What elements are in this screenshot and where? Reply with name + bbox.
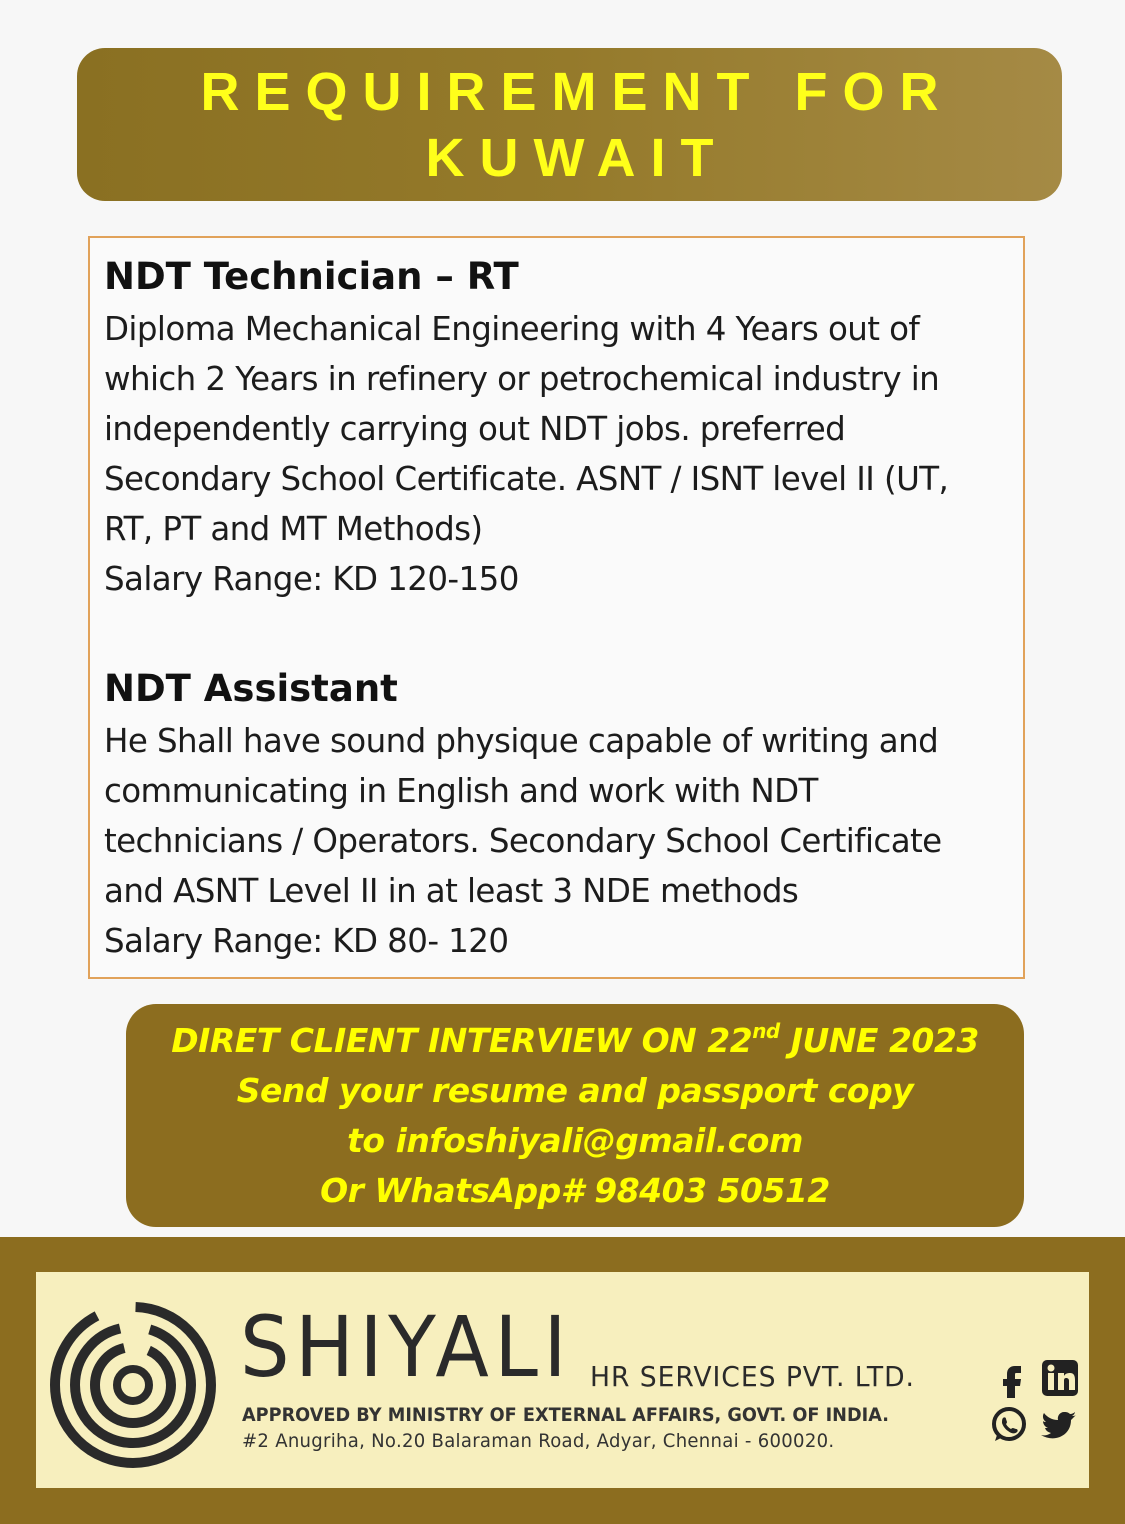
job-line: technicians / Operators. Secondary School Certificate xyxy=(104,822,942,860)
job-title-assistant: NDT Assistant xyxy=(104,667,398,710)
title-banner xyxy=(77,48,1062,201)
shiyali-logo-icon xyxy=(48,1300,218,1470)
address-text: #2 Anugriha, No.20 Balaraman Road, Adyar, Chennai - 600020. xyxy=(242,1430,835,1452)
whatsapp-number[interactable]: Or WhatsApp# 98403 50512 xyxy=(320,1170,830,1210)
brand-name: SHIYALI xyxy=(240,1298,573,1396)
job-line: He Shall have sound physique capable of writing and xyxy=(104,722,939,760)
spacer xyxy=(104,604,1023,654)
job-line: Secondary School Certificate. ASNT / ISNT level II (UT, xyxy=(104,460,949,498)
job-line: RT, PT and MT Methods) xyxy=(104,510,483,548)
interview-date xyxy=(171,1016,979,1066)
title-line-2: KUWAIT xyxy=(425,127,729,188)
job-line: and ASNT Level II in at least 3 NDE methods xyxy=(104,872,799,910)
job-line: communicating in English and work with NDT xyxy=(104,772,818,810)
email-link[interactable]: to infoshiyali@gmail.com xyxy=(347,1120,803,1160)
linkedin-icon[interactable] xyxy=(1040,1358,1080,1398)
whatsapp-icon[interactable] xyxy=(989,1405,1029,1445)
salary-range-technician: Salary Range: KD 120-150 xyxy=(104,560,519,598)
twitter-icon[interactable] xyxy=(1038,1406,1078,1446)
job-line: independently carrying out NDT jobs. preferred xyxy=(104,410,846,448)
interview-prefix: DIRET CLIENT INTERVIEW ON 22 xyxy=(171,1020,753,1060)
salary-range-assistant: Salary Range: KD 80- 120 xyxy=(104,922,509,960)
job-line: which 2 Years in refinery or petrochemical industry in xyxy=(104,360,940,398)
company-suffix: HR SERVICES PVT. LTD. xyxy=(590,1360,915,1393)
interview-suffix: JUNE 2023 xyxy=(779,1020,979,1060)
footer-card xyxy=(36,1272,1089,1488)
title-line-1: REQUIREMENT FOR xyxy=(200,61,954,122)
send-resume-text: Send your resume and passport copy xyxy=(236,1070,914,1110)
job-description-box xyxy=(88,236,1025,979)
job-line: Diploma Mechanical Engineering with 4 Years out of xyxy=(104,310,920,348)
approval-text: APPROVED BY MINISTRY OF EXTERNAL AFFAIRS, GOVT. OF INDIA. xyxy=(242,1404,889,1426)
contact-box xyxy=(126,1004,1024,1227)
ordinal-suffix: nd xyxy=(752,1018,780,1043)
facebook-icon[interactable] xyxy=(992,1358,1032,1398)
job-title-technician: NDT Technician – RT xyxy=(104,255,519,298)
